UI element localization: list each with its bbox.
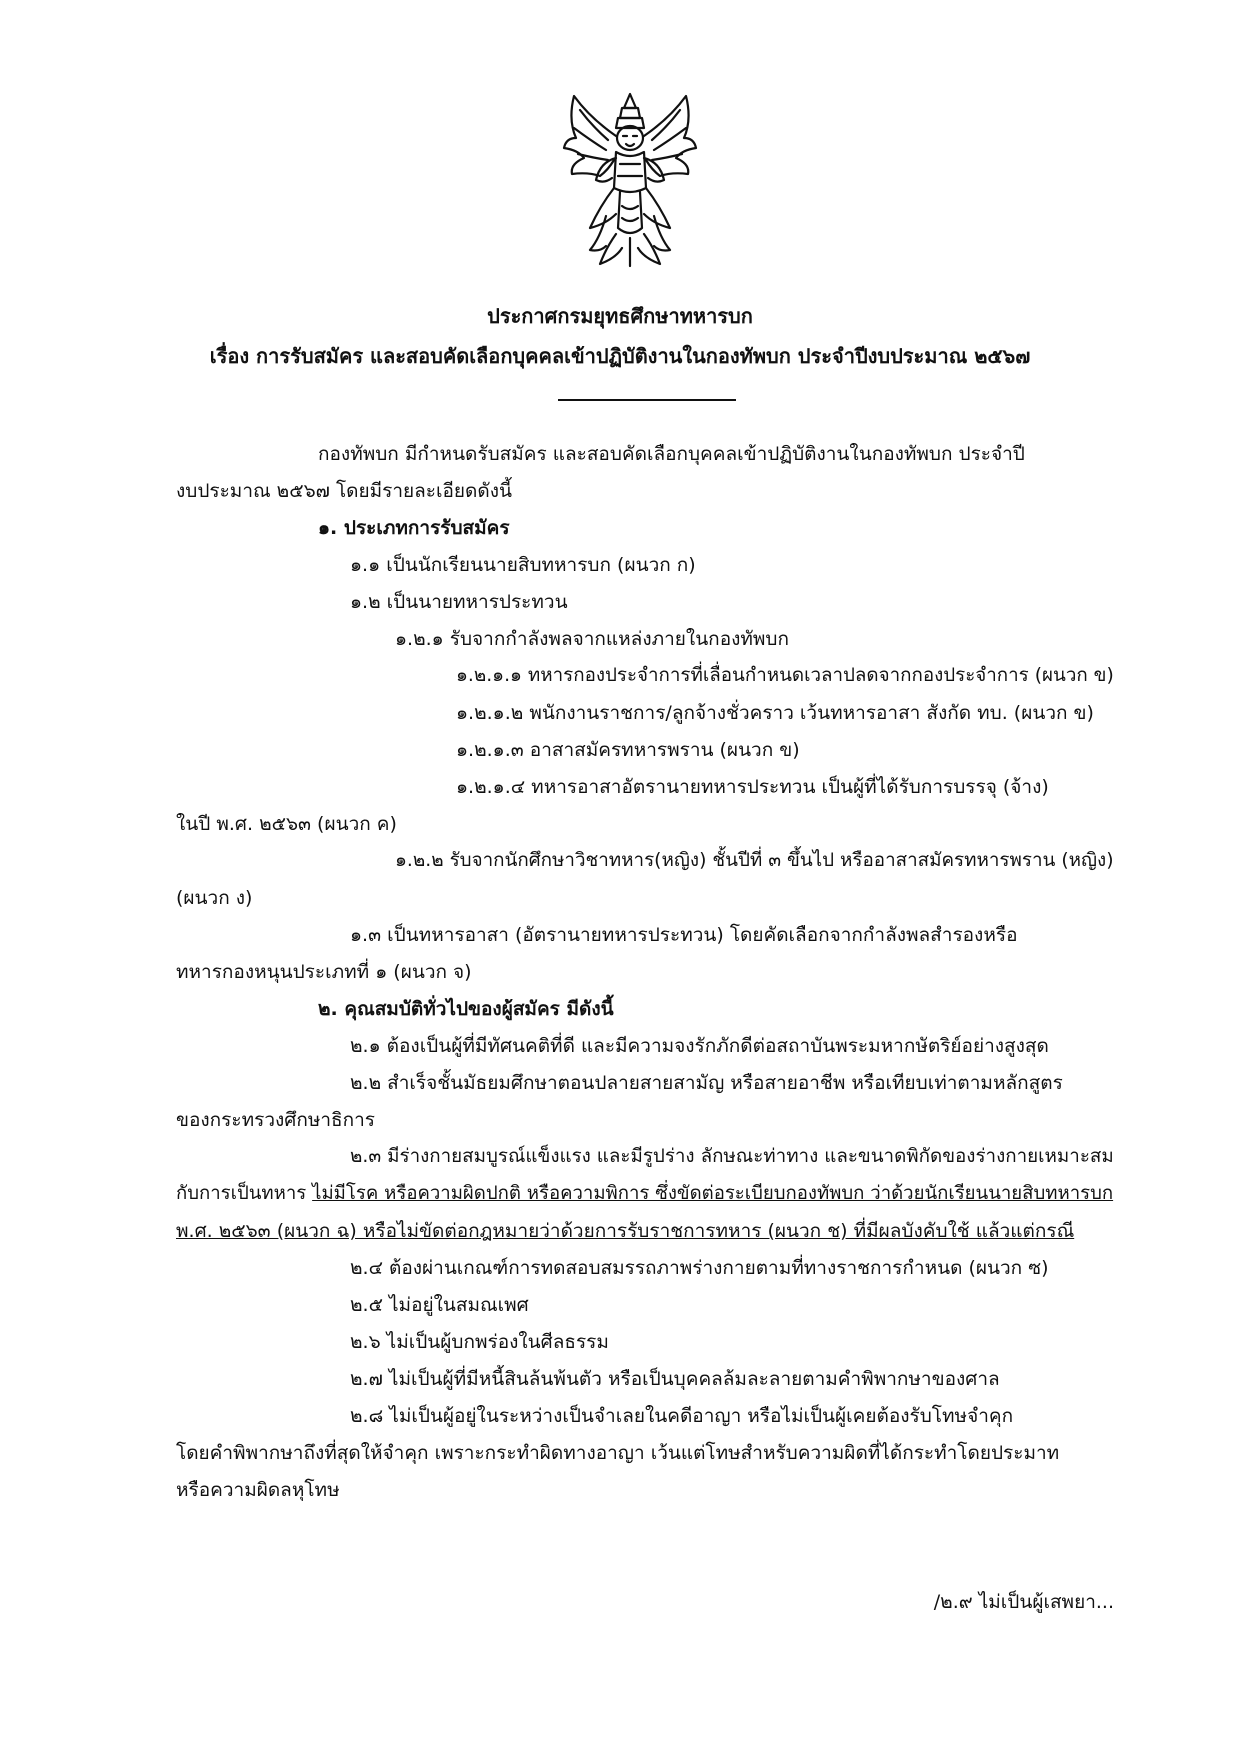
- item-2-2: ๒.๒ สำเร็จชั้นมัธยมศึกษาตอนปลายสายสามัญ หรือสายอาชีพ หรือเทียบเท่าตามหลักสูตร: [350, 1072, 1063, 1094]
- item-1-2-1-2: ๑.๒.๑.๒ พนักงานราชการ/ลูกจ้างชั่วคราว เว้นทหารอาสา สังกัด ทบ. (ผนวก ข): [456, 702, 1094, 724]
- item-1-2-1-1: ๑.๒.๑.๑ ทหารกองประจำการที่เลื่อนกำหนดเวลาปลดจากกองประจำการ (ผนวก ข): [456, 665, 1114, 686]
- item-2-3-cont-2: พ.ศ. ๒๕๖๓ (ผนวก ฉ) หรือไม่ขัดต่อกฎหมายว่าด้วยการรับราชการทหาร (ผนวก ช) ที่มีผลบังคับใช้ แล้วแต่กรณี: [176, 1220, 1075, 1242]
- item-2-7: ๒.๗ ไม่เป็นผู้ที่มีหนี้สินล้นพ้นตัว หรือเป็นบุคคลล้มละลายตามคำพิพากษาของศาล: [350, 1368, 1000, 1390]
- item-1-2-2-cont: (ผนวก ง): [176, 887, 253, 909]
- intro-line-1: กองทัพบก มีกำหนดรับสมัคร และสอบคัดเลือกบุคคลเข้าปฏิบัติงานในกองทัพบก ประจำปี: [318, 443, 1025, 465]
- item-2-2-cont: ของกระทรวงศึกษาธิการ: [176, 1109, 375, 1131]
- section-1-heading: ๑. ประเภทการรับสมัคร: [318, 517, 510, 539]
- item-1-2-1-4: ๑.๒.๑.๔ ทหารอาสาอัตรานายทหารประทวน เป็นผู้ที่ได้รับการบรรจุ (จ้าง): [456, 776, 1049, 798]
- item-2-3-plain-text: กับการเป็นทหาร: [176, 1183, 313, 1204]
- garuda-emblem-icon: [560, 88, 700, 268]
- continuation-note: /๒.๙ ไม่เป็นผู้เสพยา...: [933, 1591, 1114, 1613]
- item-2-8: ๒.๘ ไม่เป็นผู้อยู่ในระหว่างเป็นจำเลยในคดีอาญา หรือไม่เป็นผู้เคยต้องรับโทษจำคุก: [350, 1405, 1014, 1427]
- item-1-3: ๑.๓ เป็นทหารอาสา (อัตรานายทหารประทวน) โดยคัดเลือกจากกำลังพลสำรองหรือ: [350, 924, 1018, 946]
- item-1-2: ๑.๒ เป็นนายทหารประทวน: [350, 591, 568, 613]
- intro-line-2: งบประมาณ ๒๕๖๗ โดยมีรายละเอียดดังนี้: [176, 480, 512, 502]
- section-2-heading: ๒. คุณสมบัติทั่วไปของผู้สมัคร มีดังนี้: [318, 998, 614, 1020]
- item-2-8-cont-2: หรือความผิดลหุโทษ: [176, 1479, 340, 1501]
- item-1-2-1-3: ๑.๒.๑.๓ อาสาสมัครทหารพราน (ผนวก ข): [456, 739, 800, 761]
- item-1-2-2: ๑.๒.๒ รับจากนักศึกษาวิชาทหาร(หญิง) ชั้นปีที่ ๓ ขึ้นไป หรืออาสาสมัครทหารพราน (หญิง): [395, 850, 1114, 871]
- title-underline: [558, 399, 736, 401]
- item-2-5: ๒.๕ ไม่อยู่ในสมณเพศ: [350, 1294, 529, 1316]
- item-1-1: ๑.๑ เป็นนักเรียนนายสิบทหารบก (ผนวก ก): [350, 554, 696, 576]
- announcement-subject: เรื่อง การรับสมัคร และสอบคัดเลือกบุคคลเข้าปฏิบัติงานในกองทัพบก ประจำปีงบประมาณ ๒๕๖๗: [209, 344, 1031, 368]
- announcement-title: ประกาศกรมยุทธศึกษาทหารบก: [487, 304, 753, 328]
- item-2-8-cont: โดยคำพิพากษาถึงที่สุดให้จำคุก เพราะกระทำผิดทางอาญา เว้นแต่โทษสำหรับความผิดที่ได้กระทำโดยประมาท: [176, 1442, 1060, 1464]
- item-2-1: ๒.๑ ต้องเป็นผู้ที่มีทัศนคติที่ดี และมีความจงรักภักดีต่อสถาบันพระมหากษัตริย์อย่างสูงสุด: [350, 1035, 1049, 1057]
- item-2-4: ๒.๔ ต้องผ่านเกณฑ์การทดสอบสมรรถภาพร่างกายตามที่ทางราชการกำหนด (ผนวก ซ): [350, 1257, 1049, 1279]
- item-1-2-1-4-cont: ในปี พ.ศ. ๒๕๖๓ (ผนวก ค): [176, 813, 397, 835]
- item-1-2-1: ๑.๒.๑ รับจากกำลังพลจากแหล่งภายในกองทัพบก: [395, 628, 789, 650]
- item-1-3-cont: ทหารกองหนุนประเภทที่ ๑ (ผนวก จ): [176, 961, 472, 983]
- item-2-3: ๒.๓ มีร่างกายสมบูรณ์แข็งแรง และมีรูปร่าง ลักษณะท่าทาง และขนาดพิกัดของร่างกายเหมาะสม: [350, 1146, 1114, 1167]
- item-2-3-cont: [176, 1182, 1113, 1206]
- item-2-3-underlined-text: ไม่มีโรค หรือความผิดปกติ หรือความพิการ ซึ่งขัดต่อระเบียบกองทัพบก ว่าด้วยนักเรียนนายสิบทหารบก: [312, 1183, 1114, 1204]
- item-2-6: ๒.๖ ไม่เป็นผู้บกพร่องในศีลธรรม: [350, 1331, 609, 1353]
